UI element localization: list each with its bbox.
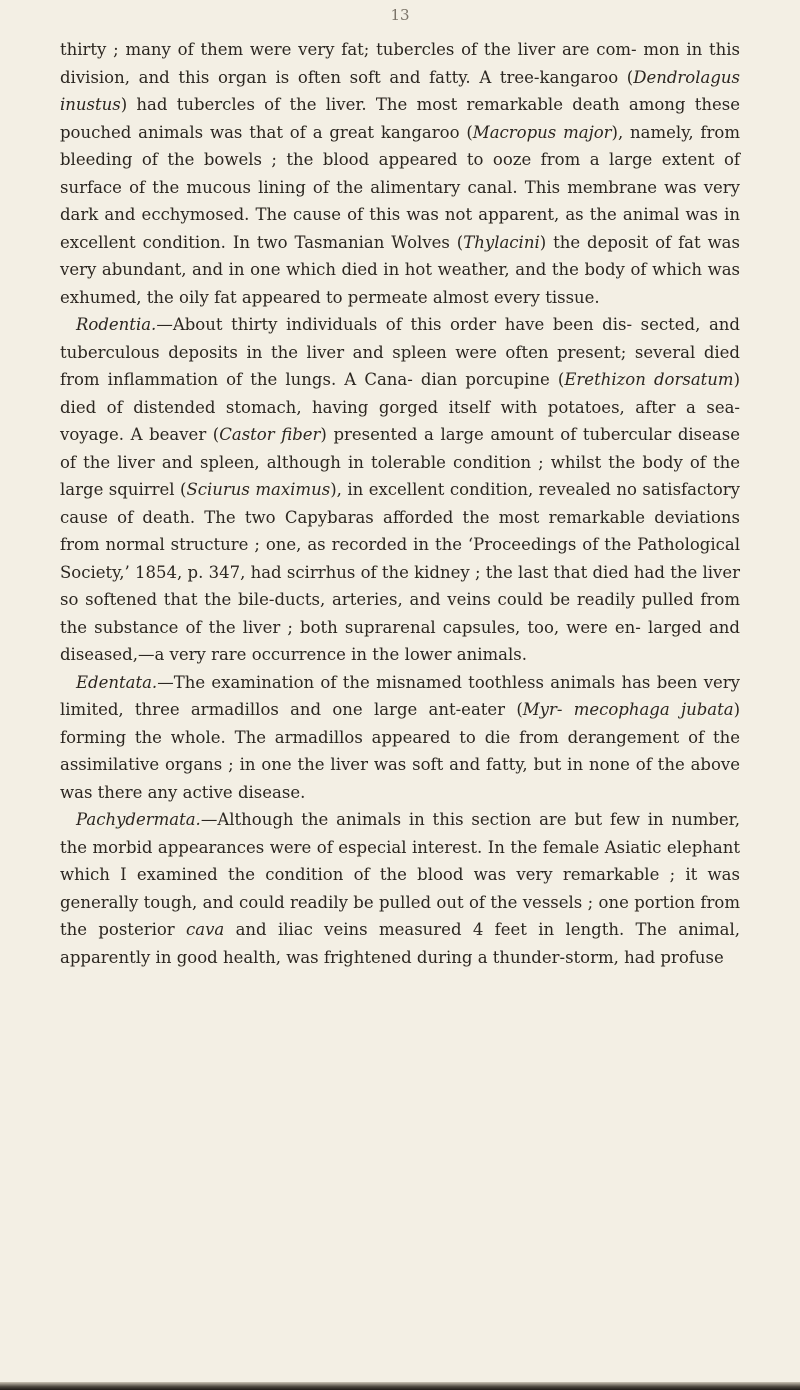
- italic-term: Dendrolagus inustus: [60, 67, 740, 114]
- italic-term: cava: [186, 920, 225, 939]
- italic-term: Sciurus maximus: [186, 480, 331, 499]
- italic-term: Erethizon dorsatum: [564, 370, 734, 389]
- text-run: ) forming the whole. The armadillos appeared to die from derangement of the assimilative organs ; in one the liver was soft and fatty, but in none of the above was there any active disease.: [60, 700, 740, 802]
- text-run: —Although the animals in this section are but few in number, the morbid appearances were of especial interest. In the female Asiatic elephant which I examined the condition of the blood was very remarkable ; it was generally tough, and could readily be pulled out of the vessels ; one portion from the posterior: [60, 810, 740, 939]
- text-run: ) had tubercles of the liver. The most remarkable death among these pouched animals was that of a great kangaroo (: [60, 95, 740, 142]
- italic-term: Pachydermata.: [76, 810, 201, 829]
- italic-term: Edentata.: [76, 672, 158, 692]
- text-run: ), in excellent condition, revealed no satisfactory cause of death. The two Capybaras afforded the most remarkable deviations from normal structure ; one, as recorded in the ‘Proceedings of the Pathological Society,’ 1854, p. 347, had scirrhus of the kidney ; the last that died had the liver so softened that the bile-ducts, arteries, and veins could be readily pulled from the substance of the liver ; both suprarenal capsules, too, were en- larged and diseased,—a very rare occurrence in the lower animals.: [60, 480, 740, 664]
- italic-term: Thylacini: [463, 232, 540, 252]
- text-run: ) the deposit of fat was very abundant, and in one which died in hot weather, and the body of which was exhumed, the oily fat appeared to permeate almost every tissue.: [60, 232, 740, 307]
- page-bottom-edge: [0, 1382, 800, 1390]
- text-run: and iliac veins measured 4 feet in length. The animal, apparently in good health, was frightened during a thunder-storm, had profuse: [60, 920, 740, 967]
- body-text: [60, 36, 740, 971]
- italic-term: Rodentia.: [76, 315, 157, 334]
- paragraph-pachydermata: [60, 806, 740, 971]
- italic-term: Castor fiber: [219, 425, 321, 444]
- paragraph-rodentia: [60, 311, 740, 669]
- italic-term: Myr- mecophaga jubata: [522, 700, 734, 719]
- text-run: thirty ; many of them were very fat; tubercles of the liver are com- mon in this division, and this organ is often soft and fatty. A tree-kangaroo (: [60, 40, 740, 87]
- text-run: ) died of distended stomach, having gorged itself with potatoes, after a sea-voyage. A beaver (: [60, 370, 740, 444]
- text-run: —About thirty individuals of this order have been dis- sected, and tuberculous deposits in the liver and spleen were often present; several died from inflammation of the lungs. A Cana- dian porcupine (: [60, 315, 740, 389]
- text-run: —The examination of the misnamed toothless animals has been very limited, three armadillos and one large ant-eater (: [60, 672, 740, 719]
- paragraph-marsupialia: [60, 36, 740, 311]
- italic-term: Macropus major: [472, 122, 612, 142]
- paragraph-edentata: [60, 669, 740, 807]
- page-number: 13: [390, 6, 410, 24]
- text-run: ) presented a large amount of tubercular disease of the liver and spleen, although in tolerable condition ; whilst the body of the large squirrel (: [60, 425, 740, 499]
- text-run: ), namely, from bleeding of the bowels ; the blood appeared to ooze from a large extent of surface of the mucous lining of the alimentary canal. This membrane was very dark and ecchymosed. The cause of this was not apparent, as the animal was in excellent condition. In two Tasmanian Wolves (: [60, 122, 740, 252]
